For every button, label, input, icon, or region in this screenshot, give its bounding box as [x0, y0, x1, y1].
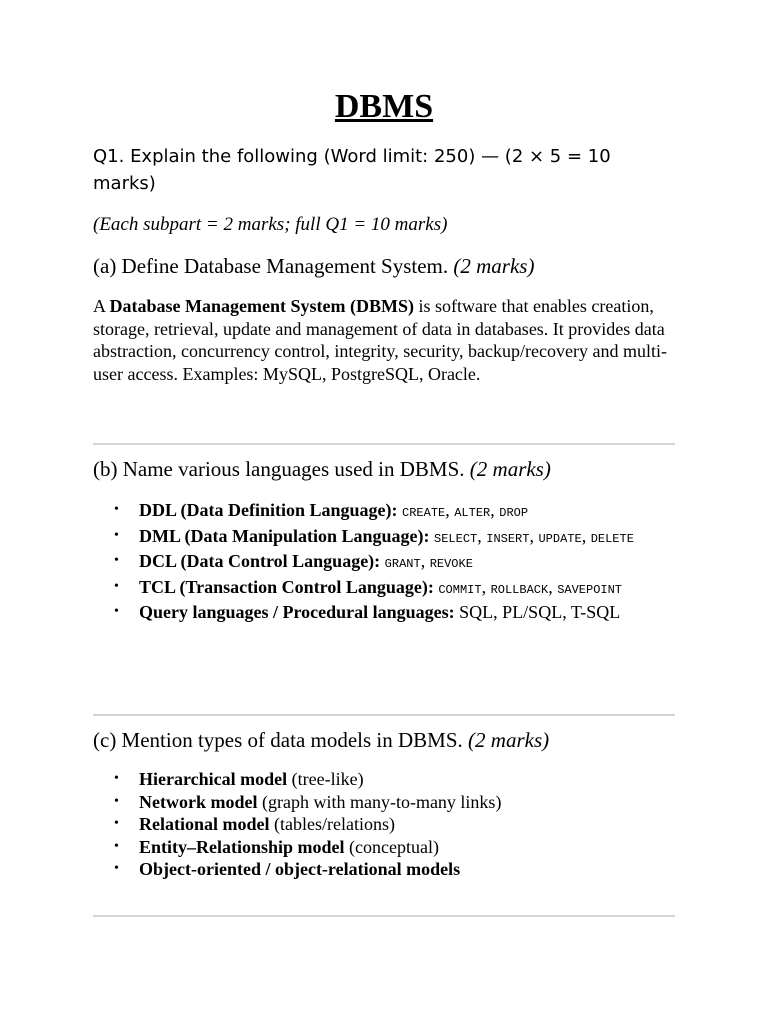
command-keyword: GRANT: [384, 557, 421, 571]
divider: [93, 915, 675, 917]
bullet-icon: •: [114, 502, 119, 517]
list-item: [93, 768, 675, 791]
command-keyword: COMMIT: [438, 582, 482, 597]
section-c-heading: [93, 726, 675, 754]
dbms-definition-paragraph: [93, 295, 675, 385]
bullet-icon: •: [114, 838, 119, 854]
definition-term: Database Management System (DBMS): [109, 296, 414, 316]
list-item: [93, 791, 675, 814]
list-item: [93, 836, 675, 859]
command-keyword: REVOKE: [429, 557, 473, 571]
bullet-icon: •: [114, 553, 119, 568]
language-name: DML (Data Manipulation Language):: [139, 525, 430, 546]
language-name: DDL (Data Definition Language):: [139, 500, 398, 520]
list-item: • DML (Data Manipulation Language): SELECT, INSERT, UPDATE, DELETE: [114, 525, 634, 546]
data-models-list: [93, 768, 675, 881]
section-b-marks: (2 marks): [469, 457, 551, 481]
model-name: Network model: [139, 791, 258, 812]
list-item: [93, 601, 675, 624]
divider: [93, 443, 675, 445]
languages-list: [93, 499, 675, 624]
command-keyword: SAVEPOINT: [557, 582, 622, 597]
model-description: (tree-like): [291, 769, 364, 789]
model-name: Object-oriented / object-relational models: [139, 859, 461, 879]
bullet-icon: •: [114, 771, 119, 786]
section-a-heading: [93, 252, 675, 280]
command-keyword: CREATE: [402, 506, 446, 520]
command-keyword: DELETE: [590, 531, 634, 546]
section-c-title: (c) Mention types of data models in DBMS.: [93, 728, 463, 752]
model-name: Entity–Relationship model: [139, 836, 345, 857]
section-a-title: (a) Define Database Management System.: [93, 254, 449, 278]
language-examples: SQL, PL/SQL, T-SQL: [459, 602, 621, 622]
model-description: (graph with many-to-many links): [261, 791, 502, 812]
bullet-icon: •: [114, 861, 119, 876]
bullet-icon: •: [114, 527, 119, 543]
section-a-marks: (2 marks): [453, 254, 535, 278]
list-item: [93, 813, 675, 836]
definition-body: is software that enables creation, storage, retrieval, update and management of data in databases. It provides data abstraction, concurrency control, integrity, security, backup/recovery and multi-user access. Examples: MySQL, PostgreSQL, Oracle.: [93, 296, 667, 384]
bullet-icon: •: [114, 578, 119, 594]
model-name: Relational model: [139, 814, 270, 834]
model-description: (tables/relations): [274, 814, 395, 834]
list-item: • TCL (Transaction Control Language): COMMIT, ROLLBACK, SAVEPOINT: [114, 576, 622, 597]
divider: [93, 714, 675, 716]
definition-prefix: A: [93, 296, 110, 316]
command-keyword: UPDATE: [538, 531, 582, 546]
section-b-heading: [93, 455, 675, 483]
bullet-icon: •: [114, 816, 119, 831]
command-keyword: SELECT: [434, 531, 478, 546]
command-keyword: DROP: [499, 506, 529, 520]
list-item: • DDL (Data Definition Language): CREATE, ALTER, DROP: [114, 500, 529, 520]
model-description: (conceptual): [349, 836, 439, 857]
language-name: TCL (Transaction Control Language):: [139, 576, 434, 597]
section-c-marks: (2 marks): [468, 728, 550, 752]
bullet-icon: •: [114, 793, 119, 809]
language-name: DCL (Data Control Language):: [139, 551, 381, 571]
list-item: • DCL (Data Control Language): GRANT, REVOKE: [114, 551, 473, 571]
bullet-icon: •: [114, 604, 119, 619]
list-item: [93, 858, 675, 881]
model-name: Hierarchical model: [139, 769, 288, 789]
marks-note: (Each subpart = 2 marks; full Q1 = 10 marks): [93, 214, 448, 235]
question-text: Q1. Explain the following (Word limit: 250) — (2 × 5 = 10 marks): [93, 146, 611, 194]
language-name: Query languages / Procedural languages:: [139, 602, 455, 622]
section-b-title: (b) Name various languages used in DBMS.: [93, 457, 465, 481]
command-keyword: INSERT: [486, 531, 530, 546]
command-keyword: ALTER: [454, 506, 491, 520]
document-title: DBMS: [334, 88, 434, 125]
command-keyword: ROLLBACK: [490, 582, 549, 597]
